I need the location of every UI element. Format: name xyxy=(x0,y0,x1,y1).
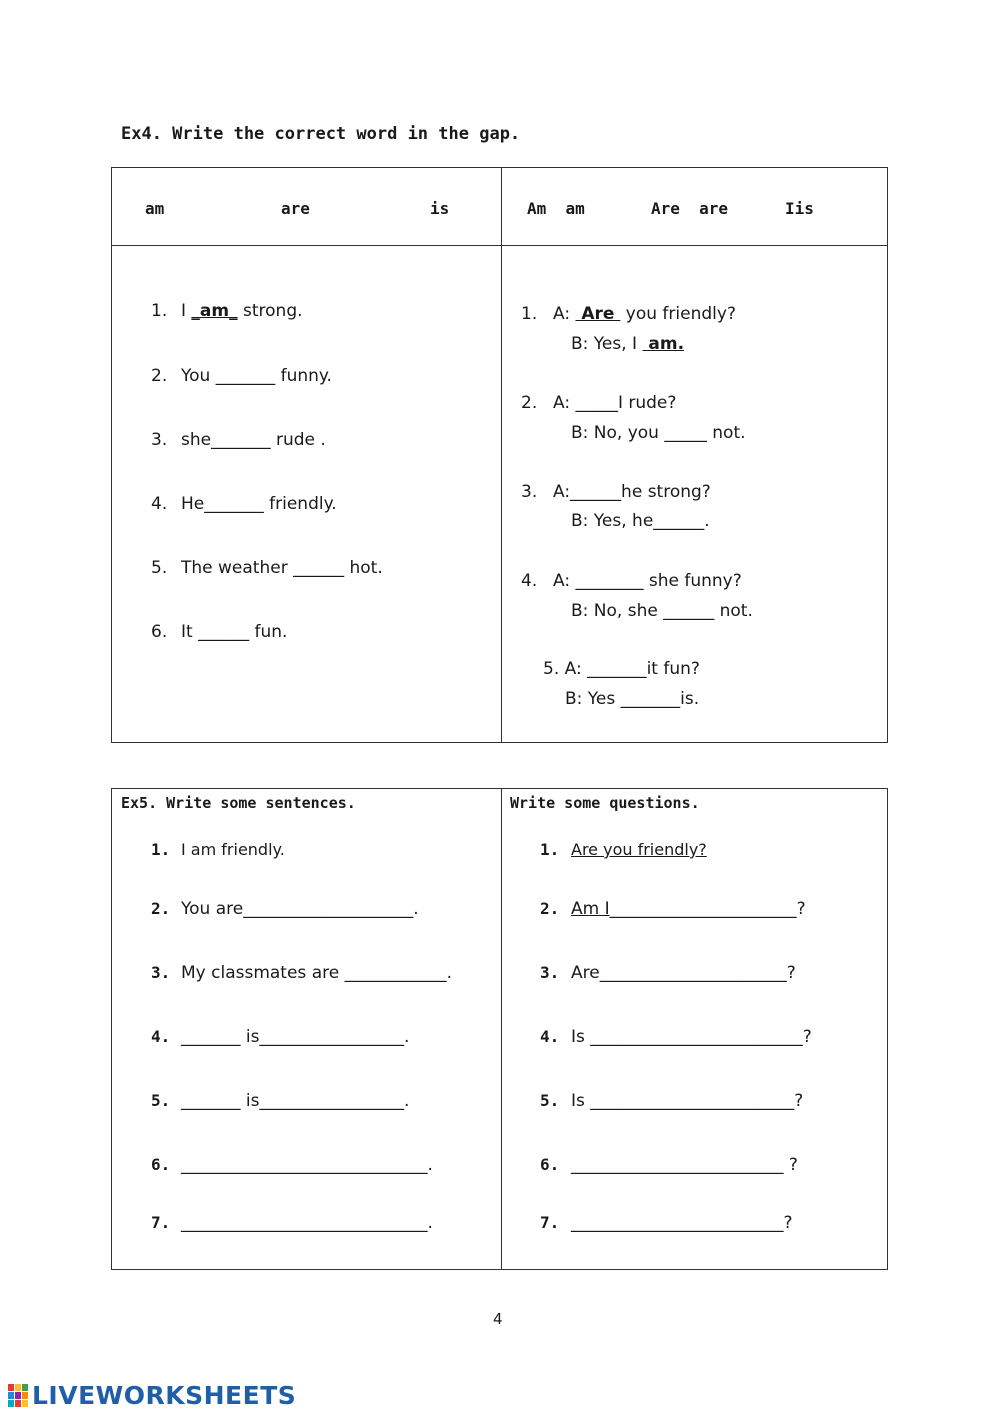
liveworksheets-logo xyxy=(8,1381,296,1410)
word-bank-are-pair: Are are xyxy=(651,199,729,218)
item-number: 4. xyxy=(151,1027,171,1046)
question[interactable]: Am I______________________? xyxy=(571,899,806,919)
item-number: 3. xyxy=(151,430,168,450)
item-number: 2. xyxy=(151,366,168,386)
answer-b[interactable]: B: No, you _____ not. xyxy=(571,423,746,443)
sentence[interactable]: _____________________________. xyxy=(181,1213,433,1233)
item-number: 4. xyxy=(151,494,168,514)
page-number: 4 xyxy=(493,1310,503,1328)
sentence: I _am_ strong. xyxy=(181,301,303,321)
answer-blank[interactable]: _am_ xyxy=(191,301,238,321)
item-number: 3. xyxy=(151,963,171,982)
sentence[interactable]: My classmates are ____________. xyxy=(181,963,452,983)
word-bank-is-pair: Iis xyxy=(785,199,814,218)
answer-b[interactable]: B: Yes _______is. xyxy=(565,689,700,709)
item-number: 2. xyxy=(151,899,171,918)
ex4-header-divider xyxy=(111,245,888,246)
item-number: 6. xyxy=(151,1155,171,1174)
item-number: 3. xyxy=(540,963,560,982)
sentence[interactable]: she_______ rude . xyxy=(181,430,326,450)
ex4-column-divider xyxy=(501,167,502,743)
sentence[interactable]: You _______ funny. xyxy=(181,366,332,386)
question-a[interactable]: A:______he strong? xyxy=(553,482,711,502)
answer-blank[interactable]: Are xyxy=(575,304,621,324)
sentence[interactable]: _______ is_________________. xyxy=(181,1027,410,1047)
question: Are you friendly? xyxy=(571,840,707,859)
sentence[interactable]: _____________________________. xyxy=(181,1155,433,1175)
questions-title: Write some questions. xyxy=(510,794,700,812)
item-number: 2. xyxy=(521,393,538,413)
item-number: 7. xyxy=(540,1213,560,1232)
word-bank-is: is xyxy=(430,199,450,218)
item-number: 7. xyxy=(151,1213,171,1232)
question-a[interactable]: A: _____I rude? xyxy=(553,393,677,413)
question[interactable]: _________________________ ? xyxy=(571,1155,798,1175)
ex4-title: Ex4. Write the correct word in the gap. xyxy=(121,124,521,144)
item-number: 4. xyxy=(540,1027,560,1046)
ex5-title: Ex5. Write some sentences. xyxy=(121,794,356,812)
item-number: 5. xyxy=(540,1091,560,1110)
question-a[interactable]: A: ________ she funny? xyxy=(553,571,742,591)
word-bank-am-pair: Am am xyxy=(527,199,585,218)
question-a[interactable]: 5. A: _______it fun? xyxy=(543,659,700,679)
question[interactable]: Are______________________? xyxy=(571,963,796,983)
item-number: 5. xyxy=(151,1091,171,1110)
answer-b[interactable]: B: Yes, he______. xyxy=(571,511,710,531)
answer-b[interactable]: B: No, she ______ not. xyxy=(571,601,753,621)
item-number: 1. xyxy=(151,301,168,321)
logo-grid-icon xyxy=(8,1384,28,1407)
item-number: 1. xyxy=(540,840,560,859)
item-number: 6. xyxy=(151,622,168,642)
item-number: 1. xyxy=(151,840,171,859)
sentence[interactable]: He_______ friendly. xyxy=(181,494,337,514)
item-number: 5. xyxy=(151,558,168,578)
item-number: 6. xyxy=(540,1155,560,1174)
sentence: I am friendly. xyxy=(181,840,285,859)
word-bank-are: are xyxy=(281,199,310,218)
answer-blank[interactable]: am. xyxy=(642,334,685,354)
answer-b: B: Yes, I am. xyxy=(571,334,685,354)
sentence[interactable]: _______ is_________________. xyxy=(181,1091,410,1111)
item-number: 4. xyxy=(521,571,538,591)
logo-text: LIVEWORKSHEETS xyxy=(32,1381,297,1410)
item-number: 1. xyxy=(521,304,538,324)
word-bank-am: am xyxy=(145,199,165,218)
question[interactable]: _________________________? xyxy=(571,1213,793,1233)
ex4-table xyxy=(111,167,888,743)
sentence[interactable]: You are____________________. xyxy=(181,899,419,919)
question[interactable]: Is ________________________? xyxy=(571,1091,804,1111)
sentence[interactable]: It ______ fun. xyxy=(181,622,288,642)
question[interactable]: Is _________________________? xyxy=(571,1027,812,1047)
item-number: 2. xyxy=(540,899,560,918)
item-number: 3. xyxy=(521,482,538,502)
ex5-column-divider xyxy=(501,788,502,1270)
question-a: A: Are you friendly? xyxy=(553,304,736,324)
sentence[interactable]: The weather ______ hot. xyxy=(181,558,383,578)
